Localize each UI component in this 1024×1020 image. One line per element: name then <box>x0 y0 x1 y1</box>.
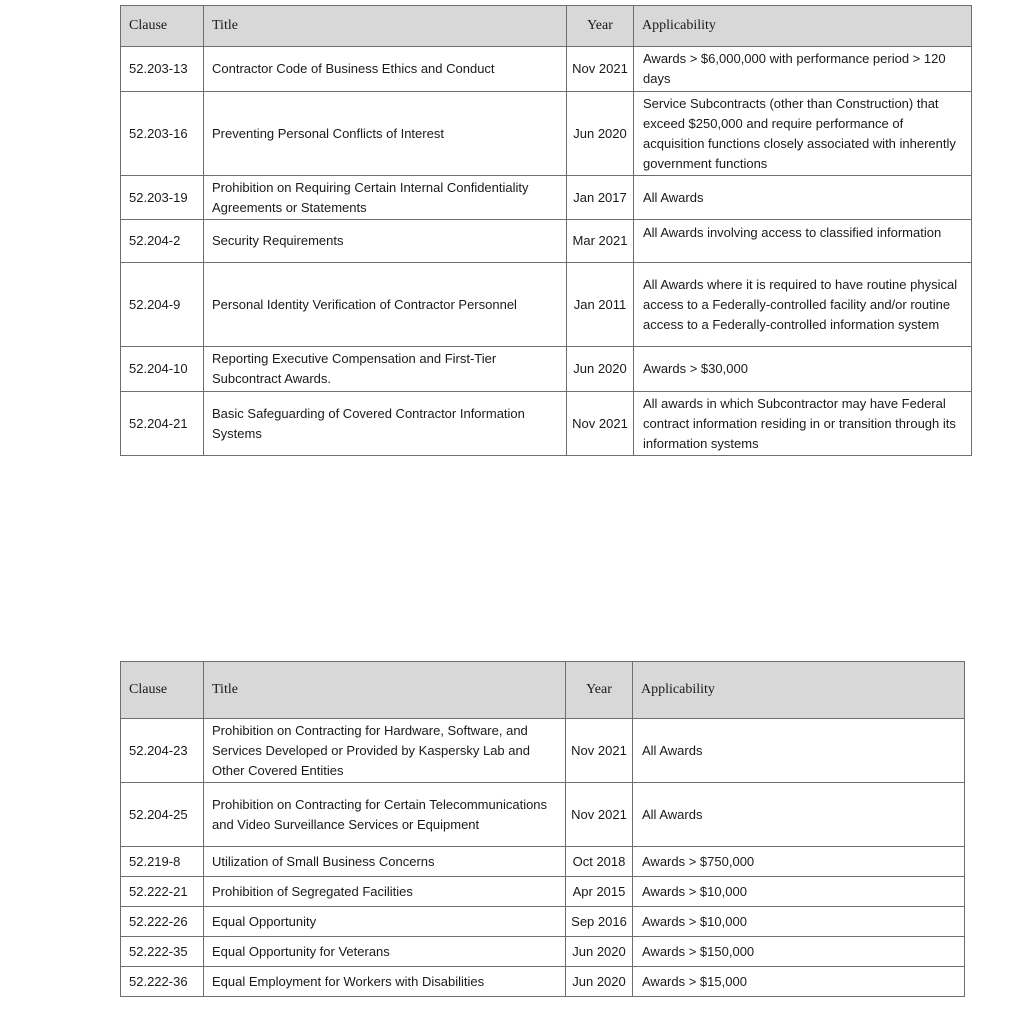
header-applicability: Applicability <box>633 662 965 719</box>
applicability-cell: All Awards involving access to classified information <box>634 220 972 263</box>
title-cell: Basic Safeguarding of Covered Contractor Information Systems <box>204 392 567 456</box>
clause-cell: 52.204-21 <box>121 392 204 456</box>
clause-cell: 52.203-13 <box>121 47 204 92</box>
year-cell: Jun 2020 <box>567 347 634 392</box>
clause-cell: 52.219-8 <box>121 847 204 877</box>
year-cell: Jan 2011 <box>567 263 634 347</box>
title-cell: Personal Identity Verification of Contractor Personnel <box>204 263 567 347</box>
title-cell: Equal Opportunity for Veterans <box>204 937 566 967</box>
clause-cell: 52.204-10 <box>121 347 204 392</box>
year-cell: Jun 2020 <box>566 937 633 967</box>
clause-cell: 52.204-25 <box>121 783 204 847</box>
header-clause: Clause <box>121 6 204 47</box>
title-cell: Preventing Personal Conflicts of Interest <box>204 92 567 176</box>
title-cell: Utilization of Small Business Concerns <box>204 847 566 877</box>
table-row <box>121 92 972 176</box>
table-row <box>121 847 965 877</box>
applicability-cell: All Awards <box>634 176 972 220</box>
table-row <box>121 937 965 967</box>
table-row <box>121 719 965 783</box>
applicability-cell: All Awards <box>633 783 965 847</box>
table-row <box>121 392 972 456</box>
year-cell: Jun 2020 <box>566 967 633 997</box>
clause-table-2 <box>120 661 965 997</box>
title-cell: Equal Employment for Workers with Disabilities <box>204 967 566 997</box>
table-row <box>121 907 965 937</box>
applicability-cell: Awards > $10,000 <box>633 907 965 937</box>
year-cell: Mar 2021 <box>567 220 634 263</box>
header-year: Year <box>566 662 633 719</box>
year-cell: Nov 2021 <box>566 783 633 847</box>
clause-cell: 52.204-23 <box>121 719 204 783</box>
table-row <box>121 220 972 263</box>
applicability-cell: Service Subcontracts (other than Construction) that exceed $250,000 and require performance of acquisition functions closely associated with inherently government functions <box>634 92 972 176</box>
table-row <box>121 967 965 997</box>
header-year: Year <box>567 6 634 47</box>
clause-cell: 52.203-16 <box>121 92 204 176</box>
year-cell: Oct 2018 <box>566 847 633 877</box>
applicability-cell: Awards > $15,000 <box>633 967 965 997</box>
year-cell: Apr 2015 <box>566 877 633 907</box>
year-cell: Jan 2017 <box>567 176 634 220</box>
table-row <box>121 347 972 392</box>
header-clause: Clause <box>121 662 204 719</box>
table-header-row <box>121 6 972 47</box>
year-cell: Sep 2016 <box>566 907 633 937</box>
applicability-cell: Awards > $150,000 <box>633 937 965 967</box>
table-row <box>121 176 972 220</box>
table-row <box>121 877 965 907</box>
header-applicability: Applicability <box>634 6 972 47</box>
year-cell: Nov 2021 <box>567 47 634 92</box>
applicability-cell: Awards > $30,000 <box>634 347 972 392</box>
clause-cell: 52.222-26 <box>121 907 204 937</box>
title-cell: Prohibition on Contracting for Hardware, Software, and Services Developed or Provided by Kaspersky Lab and Other Covered Entities <box>204 719 566 783</box>
applicability-cell: All awards in which Subcontractor may have Federal contract information residing in or transition through its information systems <box>634 392 972 456</box>
table-row <box>121 47 972 92</box>
header-title: Title <box>204 662 566 719</box>
year-cell: Nov 2021 <box>566 719 633 783</box>
clause-cell: 52.222-35 <box>121 937 204 967</box>
applicability-cell: Awards > $6,000,000 with performance period > 120 days <box>634 47 972 92</box>
clause-cell: 52.204-2 <box>121 220 204 263</box>
applicability-cell: All Awards where it is required to have routine physical access to a Federally-controlled facility and/or routine access to a Federally-controlled information system <box>634 263 972 347</box>
header-title: Title <box>204 6 567 47</box>
applicability-cell: All Awards <box>633 719 965 783</box>
year-cell: Nov 2021 <box>567 392 634 456</box>
table-header-row <box>121 662 965 719</box>
clause-cell: 52.222-21 <box>121 877 204 907</box>
applicability-cell: Awards > $10,000 <box>633 877 965 907</box>
title-cell: Reporting Executive Compensation and First-Tier Subcontract Awards. <box>204 347 567 392</box>
title-cell: Prohibition on Requiring Certain Internal Confidentiality Agreements or Statements <box>204 176 567 220</box>
title-cell: Contractor Code of Business Ethics and Conduct <box>204 47 567 92</box>
table-row <box>121 783 965 847</box>
title-cell: Prohibition on Contracting for Certain Telecommunications and Video Surveillance Services or Equipment <box>204 783 566 847</box>
clause-cell: 52.203-19 <box>121 176 204 220</box>
clause-cell: 52.222-36 <box>121 967 204 997</box>
year-cell: Jun 2020 <box>567 92 634 176</box>
title-cell: Prohibition of Segregated Facilities <box>204 877 566 907</box>
title-cell: Security Requirements <box>204 220 567 263</box>
clause-cell: 52.204-9 <box>121 263 204 347</box>
title-cell: Equal Opportunity <box>204 907 566 937</box>
table-row <box>121 263 972 347</box>
clause-table-1 <box>120 5 972 456</box>
applicability-cell: Awards > $750,000 <box>633 847 965 877</box>
